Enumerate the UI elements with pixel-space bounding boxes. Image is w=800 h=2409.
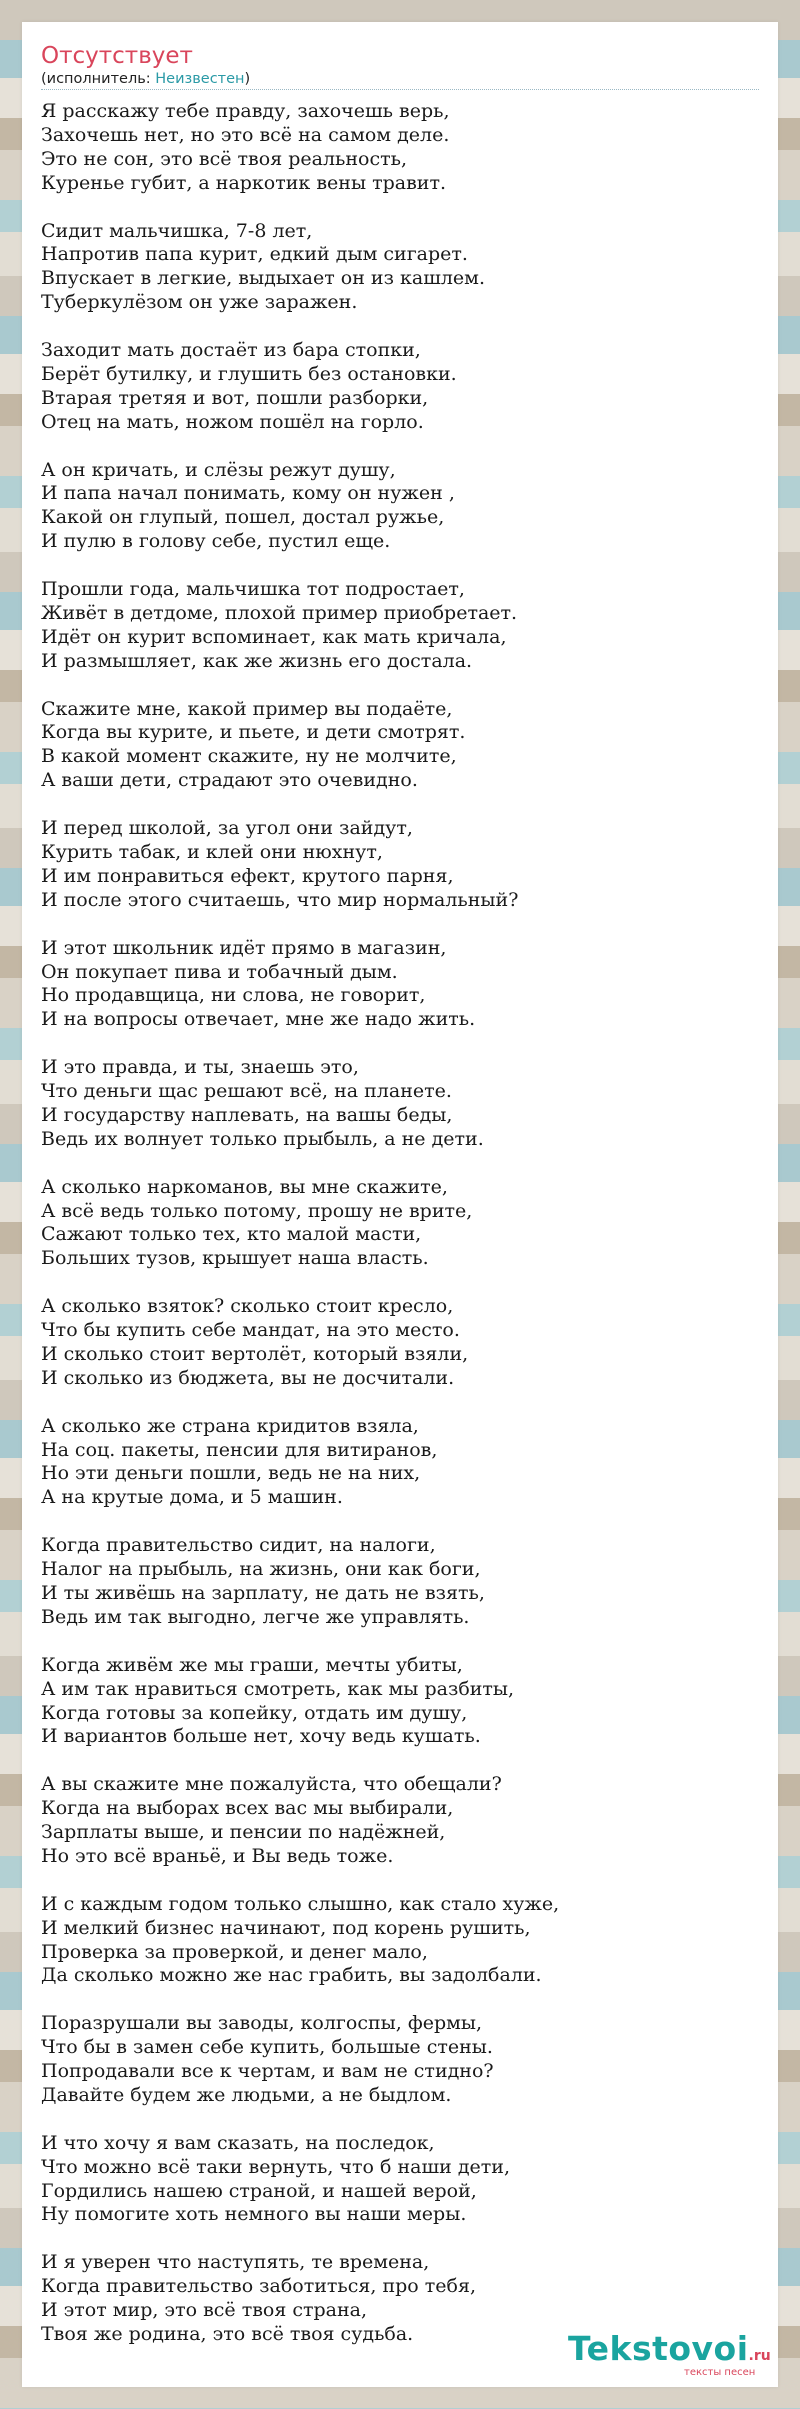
lyric-line: Идёт он курит вспоминает, как мать кричала,	[41, 625, 507, 648]
lyric-line: Это не сон, это всё твоя реальность,	[41, 147, 408, 170]
lyric-line: Когда вы курите, и пьете, и дети смотрят.	[41, 721, 466, 744]
lyric-line: И на вопросы отвечает, мне же надо жить.	[41, 1008, 476, 1031]
lyric-line: Когда живём же мы граши, мечты убиты,	[41, 1653, 463, 1676]
lyric-line: Заходит мать достаёт из бара стопки,	[41, 339, 421, 362]
lyric-line: Что деньги щас решают всё, на планете.	[41, 1080, 452, 1103]
lyric-line: И размышляет, как же жизнь его достала.	[41, 649, 473, 672]
stanza	[41, 1893, 761, 1989]
lyric-line: Ведь им так выгодно, легче же управлять.	[41, 1605, 470, 1628]
lyric-line: Он покупает пива и тобачный дым.	[41, 960, 398, 983]
lyric-line: И ты живёшь на зарплату, не дать не взять,	[41, 1582, 485, 1604]
lyric-line: Когда готовы за копейку, отдать им душу,	[41, 1701, 468, 1724]
lyric-line: Отец на мать, ножом пошёл на горло.	[41, 410, 424, 433]
stanza	[41, 578, 761, 674]
lyric-line: И перед школой, за угол они зайдут,	[41, 817, 413, 840]
lyric-line: Но эти деньги пошли, ведь не на них,	[41, 1462, 421, 1485]
lyric-line: Живёт в детдоме, плохой пример приобретает.	[41, 601, 518, 624]
stanza	[41, 2012, 761, 2108]
lyrics-text	[41, 100, 761, 2371]
stanza	[41, 1415, 761, 1511]
logo-tld: .ru	[748, 2348, 771, 2364]
lyric-line: Да сколько можно же нас грабить, вы задолбали.	[41, 1964, 542, 1987]
lyric-line: И это правда, и ты, знаешь это,	[41, 1056, 359, 1079]
lyric-line: А он кричать, и слёзы режут душу,	[41, 458, 396, 481]
stanza	[41, 459, 761, 555]
lyric-line: И вариантов больше нет, хочу ведь кушать.	[41, 1725, 481, 1748]
lyric-line: Куренье губит, а наркотик вены травит.	[41, 171, 447, 194]
lyric-line: И после этого считаешь, что мир нормальный?	[41, 888, 519, 911]
lyric-line: И сколько из бюджета, вы не досчитали.	[41, 1366, 455, 1389]
lyric-line: Гордились нашею страной, и нашей верой,	[41, 2179, 477, 2202]
performer-prefix: (исполнитель:	[41, 71, 156, 87]
lyric-line: И с каждым годом только слышно, как стало хуже,	[41, 1892, 560, 1915]
lyric-line: Но продавщица, ни слова, не говорит,	[41, 984, 426, 1007]
lyric-line: Втарая третяя и вот, пошли разборки,	[41, 386, 429, 409]
lyric-line: Твоя же родина, это всё твоя судьба.	[41, 2323, 414, 2345]
performer-suffix: )	[244, 71, 251, 87]
stanza	[41, 1295, 761, 1391]
lyric-line: Сажают только тех, кто малой масти,	[41, 1223, 422, 1246]
lyric-line: Курить табак, и клей они нюхнут,	[41, 841, 383, 863]
lyric-line: Скажите мне, какой пример вы подаёте,	[41, 697, 453, 720]
lyric-line: Какой он глупый, пошел, достал ружье,	[41, 506, 445, 529]
lyric-line: А им так нравиться смотреть, как мы разбиты,	[41, 1677, 515, 1700]
lyric-line: А ваши дети, страдают это очевидно.	[41, 769, 418, 792]
lyric-line: Напротив папа курит, едкий дым сигарет.	[41, 243, 468, 266]
lyric-line: И пулю в голову себе, пустил еще.	[41, 530, 391, 553]
song-title: Отсутствует	[41, 43, 193, 69]
lyric-line: Попродавали все к чертам, и вам не стидно?	[41, 2060, 494, 2083]
lyric-line: Я расскажу тебе правду, захочешь верь,	[41, 100, 450, 122]
lyric-line: И мелкий бизнес начинают, под корень рушить,	[41, 1916, 531, 1939]
performer-link[interactable]: Неизвестен	[155, 71, 245, 87]
stanza	[41, 817, 761, 913]
lyric-line: А вы скажите мне пожалуйста, что обещали?	[41, 1773, 502, 1796]
lyric-line: И я уверен что наступять, те времена,	[41, 2251, 430, 2274]
lyric-line: Туберкулёзом он уже заражен.	[41, 291, 358, 314]
stanza	[41, 937, 761, 1033]
lyric-line: Давайте будем же людьми, а не быдлом.	[41, 2083, 452, 2106]
lyric-line: А сколько взяток? сколько стоит кресло,	[41, 1295, 454, 1318]
logo-tagline: тексты песен	[684, 2367, 756, 2378]
lyric-line: А на крутые дома, и 5 машин.	[41, 1486, 343, 1509]
stanza	[41, 2132, 761, 2228]
lyric-line: Поразрушали вы заводы, колгоспы, фермы,	[41, 2012, 483, 2035]
lyric-line: А сколько же страна кридитов взяла,	[41, 1414, 419, 1437]
site-logo[interactable]	[566, 2329, 771, 2381]
stanza	[41, 1773, 761, 1869]
lyric-line: На соц. пакеты, пенсии для витиранов,	[41, 1438, 438, 1461]
stanza	[41, 698, 761, 794]
stanza	[41, 1056, 761, 1152]
lyric-line: Берёт бутилку, и глушить без остановки.	[41, 362, 457, 385]
stanza	[41, 339, 761, 435]
lyric-line: А всё ведь только потому, прошу не врите,	[41, 1199, 473, 1222]
performer-line	[41, 70, 250, 89]
lyric-line: Что можно всё таки вернуть, что б наши дети,	[41, 2155, 510, 2178]
stanza	[41, 220, 761, 316]
lyric-line: Когда правительство заботиться, про тебя,	[41, 2275, 477, 2298]
lyric-line: И сколько стоит вертолёт, который взяли,	[41, 1342, 469, 1365]
lyric-line: Больших тузов, крышует наша власть.	[41, 1247, 429, 1270]
lyric-line: Ведь их волнует только прыбыль, а не дети.	[41, 1127, 484, 1150]
stanza	[41, 1534, 761, 1630]
lyric-line: Ну помогите хоть немного вы наши меры.	[41, 2203, 467, 2226]
stanza	[41, 100, 761, 196]
stanza	[41, 1654, 761, 1750]
lyric-line: И что хочу я вам сказать, на последок,	[41, 2131, 435, 2154]
lyrics-card	[22, 22, 778, 2387]
lyric-line: Когда правительство сидит, на налоги,	[41, 1534, 436, 1557]
lyric-line: А сколько наркоманов, вы мне скажите,	[41, 1175, 448, 1198]
lyric-line: И папа начал понимать, кому он нужен ,	[41, 482, 455, 505]
logo-name: Tekstovoi	[568, 2329, 749, 2368]
lyric-line: Проверка за проверкой, и денег мало,	[41, 1940, 428, 1963]
lyric-line: Прошли года, мальчишка тот подростает,	[41, 578, 465, 601]
lyric-line: И этот школьник идёт прямо в магазин,	[41, 936, 447, 959]
lyric-line: Что бы в замен себе купить, большыe стены.	[41, 2036, 493, 2059]
lyric-line: Впускает в легкие, выдыхает он из кашлем.	[41, 267, 485, 290]
lyric-line: Что бы купить себе мандат, на это место.	[41, 1319, 460, 1342]
lyric-line: Сидит мальчишка, 7-8 лет,	[41, 219, 313, 242]
lyric-line: И государству наплевать, на вашы беды,	[41, 1103, 453, 1126]
lyric-line: Налог на прыбыль, на жизнь, они как боги,	[41, 1558, 481, 1581]
lyric-line: В какой момент скажите, ну не молчите,	[41, 745, 457, 768]
lyric-line: Захочешь нет, но это всё на самом деле.	[41, 123, 450, 146]
title-divider	[41, 89, 759, 90]
lyric-line: Когда на выборах всех вас мы выбирали,	[41, 1797, 454, 1820]
lyric-line: И этот мир, это всё твоя страна,	[41, 2299, 368, 2322]
stanza	[41, 1176, 761, 1272]
lyric-line: Зарплаты выше, и пенсии по надёжней,	[41, 1821, 446, 1844]
lyric-line: И им понравиться ефект, крутого парня,	[41, 864, 454, 887]
lyric-line: Но это всё враньё, и Вы ведь тоже.	[41, 1844, 394, 1867]
